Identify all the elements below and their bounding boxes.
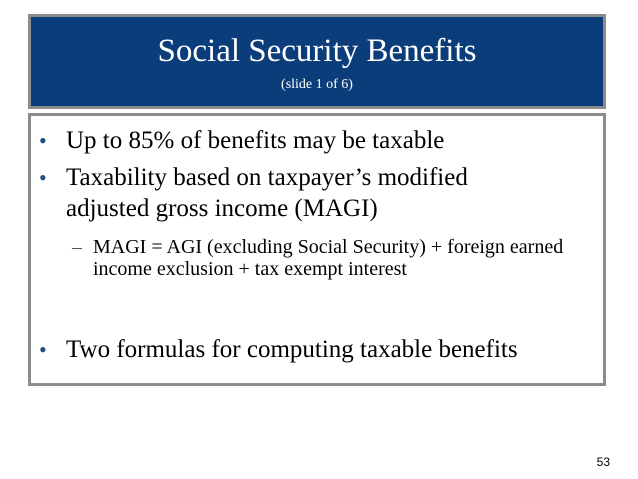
bullet-text: Two formulas for computing taxable benefits	[66, 336, 518, 363]
bullet-marker-icon: •	[39, 337, 47, 362]
bullet-text: Up to 85% of benefits may be taxable	[66, 127, 445, 154]
slide-content-box	[28, 113, 606, 386]
bullet-item	[39, 162, 599, 224]
bullet-item	[39, 125, 599, 156]
dash-marker-icon: –	[72, 236, 82, 258]
page-number: 53	[596, 455, 610, 469]
sub-bullet-text: MAGI = AGI (excluding Social Security) + foreign earned income exclusion + tax exempt interest	[93, 236, 564, 280]
slide-title-bar	[28, 14, 606, 109]
slide-title: Social Security Benefits	[157, 33, 477, 69]
slide-subtitle: (slide 1 of 6)	[281, 77, 353, 92]
sub-bullet-item	[72, 236, 592, 280]
bullet-item	[39, 334, 599, 365]
bullet-marker-icon: •	[39, 128, 47, 153]
bullet-text: Taxability based on taxpayer’s modified adjusted gross income (MAGI)	[66, 164, 468, 222]
bullet-marker-icon: •	[39, 165, 47, 190]
